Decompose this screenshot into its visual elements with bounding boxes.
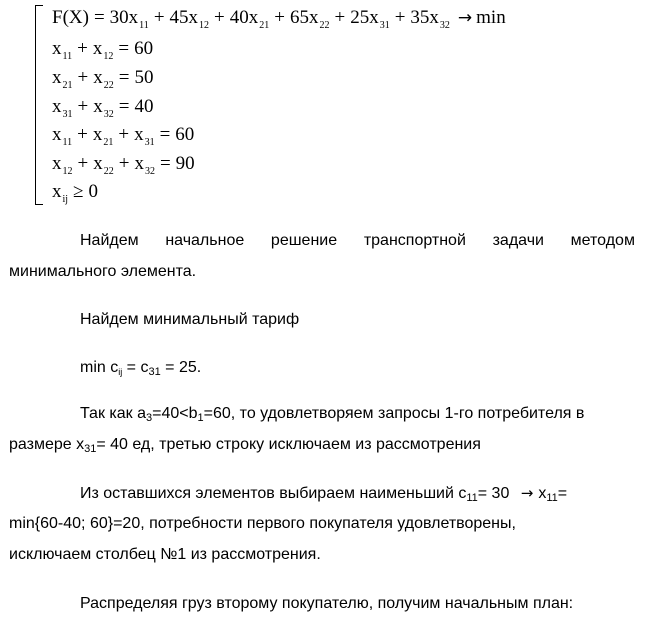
paragraph-5-line-2: min{60-40; 60}=20, потребности первого покупателя удовлетворены,	[9, 515, 516, 532]
paragraph-2: Найдем минимальный тариф	[80, 311, 300, 328]
paragraph-6: Распределяя груз второму покупателю, получим начальным план:	[80, 595, 574, 612]
constraint-row-5: $x_{12} + x_{22} + x_{32} = 90$	[52, 153, 195, 177]
objective-system	[35, 3, 555, 208]
paragraph-5-line-3: исключаем столбец №1 из рассмотрения.	[9, 546, 321, 563]
constraint-row-1: $x_{11} + x_{12} = 60$	[52, 38, 154, 62]
nonnegativity-constraint: $x_{ij} \ge 0$	[52, 181, 98, 205]
constraint-row-3: $x_{31} + x_{32} = 40$	[52, 96, 154, 120]
paragraph-4-line-1: Так как $a_3=40<b_1=60$, то удовлетворяем запросы 1-го потребителя в	[80, 405, 585, 424]
system-bracket	[35, 5, 43, 205]
paragraph-1-line-1: Найдем начальное решение транспортной задачи методом	[80, 232, 635, 249]
constraint-row-2: $x_{21} + x_{22} = 50$	[52, 67, 154, 91]
paragraph-1-line-2: минимального элемента.	[9, 263, 197, 280]
right-arrow-icon: →	[520, 484, 534, 502]
paragraph-4-line-2: размере $x_{31}= 40$ ед, третью строку исключаем из рассмотрения	[9, 436, 481, 455]
right-arrow-icon: →	[457, 8, 473, 28]
paragraph-3: $\min c_{ij} = c_{31} = 25$.	[80, 359, 202, 378]
objective-function: $F(X) = 30x_{11} + 45x_{12} + 40x_{21} + 65x_{22} + 25x_{31} + 35x_{32} \to \min$	[52, 7, 506, 31]
constraint-row-4: $x_{11} + x_{21} + x_{31} = 60$	[52, 124, 195, 148]
paragraph-5-line-1: Из оставшихся элементов выбираем наименьший $c_{11}= 30 \to x_{11}=$	[80, 484, 568, 504]
